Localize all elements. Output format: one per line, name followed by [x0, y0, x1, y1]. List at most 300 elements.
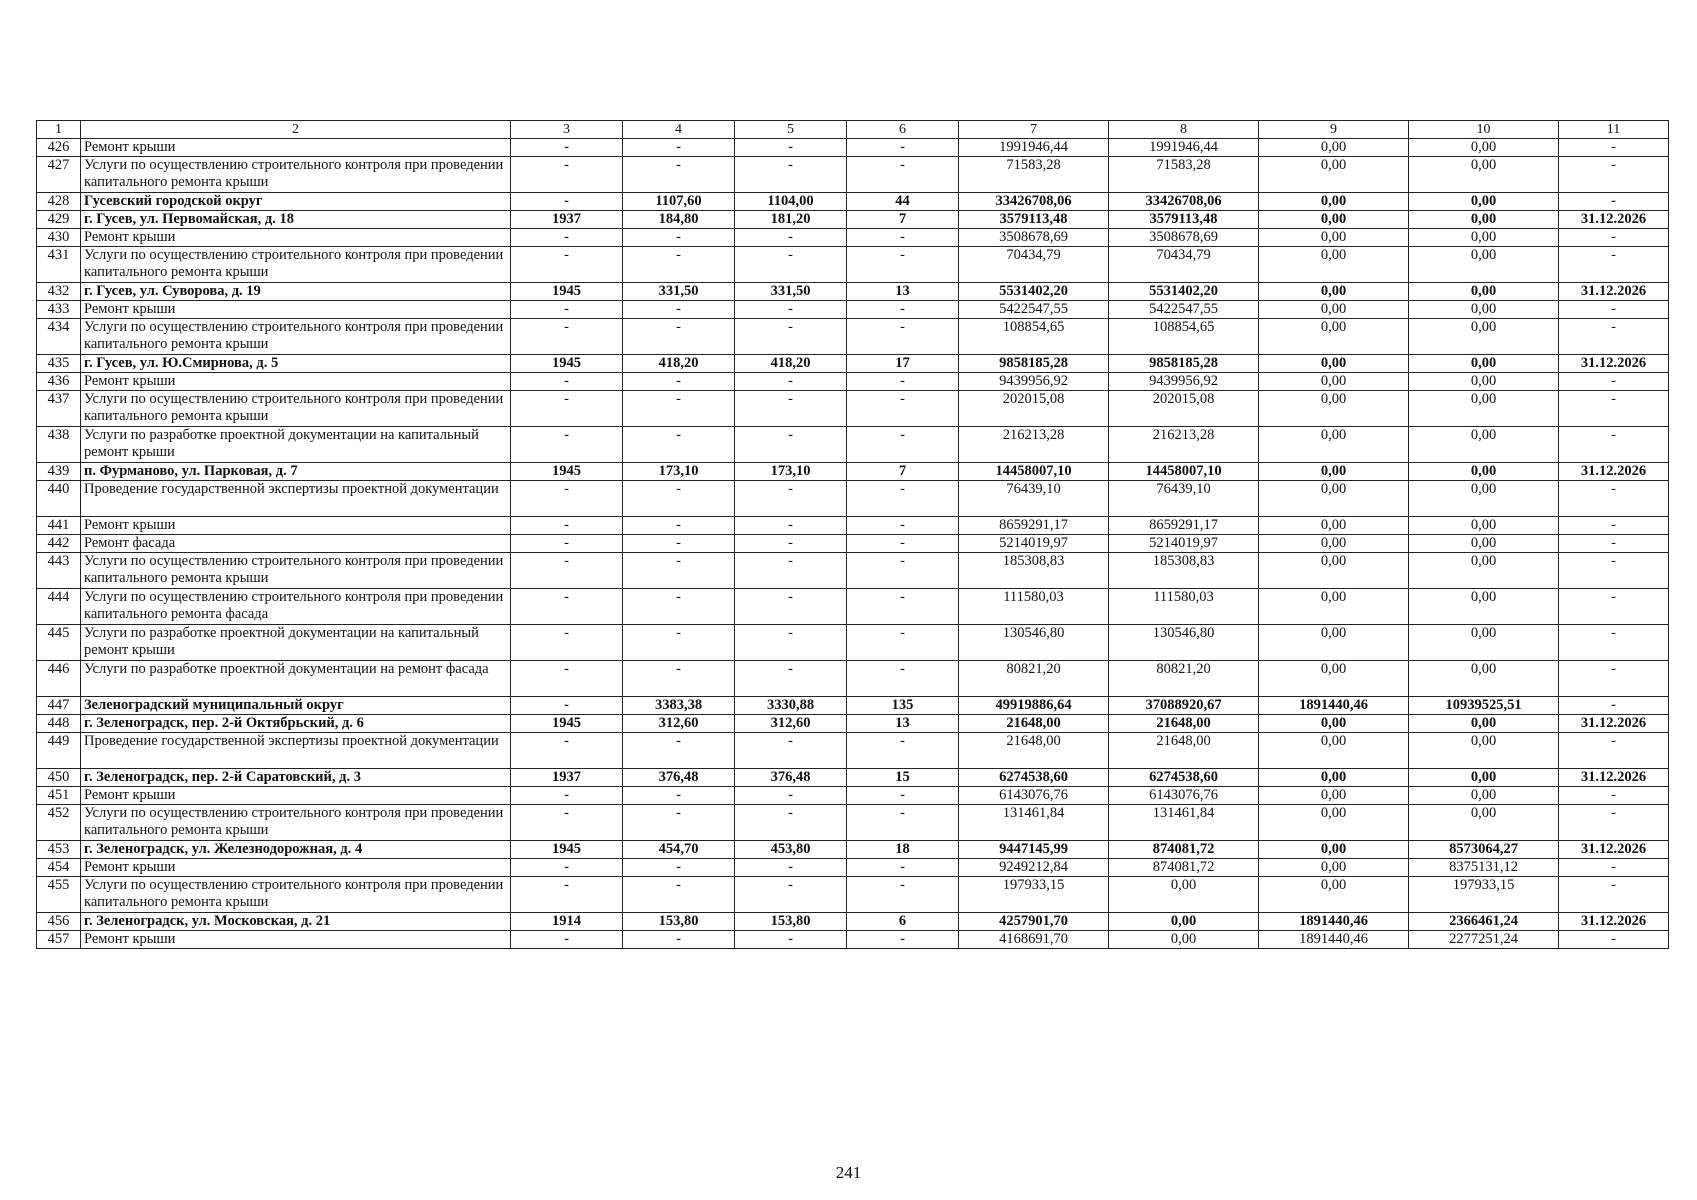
row-number: 427 [37, 157, 81, 193]
item-name: г. Зеленоградск, ул. Железнодорожная, д. 4 [81, 841, 511, 859]
row-number: 435 [37, 355, 81, 373]
table-row [37, 589, 1669, 625]
residents-cell: - [847, 589, 959, 625]
table-row [37, 229, 1669, 247]
fund-cell: 185308,83 [1109, 553, 1259, 589]
cost-total-cell: 4168691,70 [959, 931, 1109, 949]
year-cell: - [511, 193, 623, 211]
item-name: Услуги по разработке проектной документации на ремонт фасада [81, 661, 511, 697]
residents-cell: - [847, 859, 959, 877]
fund-cell: 14458007,10 [1109, 463, 1259, 481]
row-number: 455 [37, 877, 81, 913]
page-number: 241 [835, 1163, 862, 1182]
residents-cell: - [847, 553, 959, 589]
year-cell: - [511, 301, 623, 319]
owners-funds-cell: 0,00 [1409, 733, 1559, 769]
cost-total-cell: 197933,15 [959, 877, 1109, 913]
cost-total-cell: 108854,65 [959, 319, 1109, 355]
deadline-cell: - [1559, 517, 1669, 535]
budget-cell: 0,00 [1259, 517, 1409, 535]
area-living-cell: 1104,00 [735, 193, 847, 211]
area-living-cell: - [735, 319, 847, 355]
year-cell: 1945 [511, 355, 623, 373]
table-body [37, 121, 1669, 949]
cost-total-cell: 76439,10 [959, 481, 1109, 517]
cost-total-cell: 49919886,64 [959, 697, 1109, 715]
budget-cell: 0,00 [1259, 211, 1409, 229]
table-row [37, 211, 1669, 229]
owners-funds-cell: 8375131,12 [1409, 859, 1559, 877]
owners-funds-cell: 0,00 [1409, 589, 1559, 625]
fund-cell: 874081,72 [1109, 859, 1259, 877]
cost-total-cell: 130546,80 [959, 625, 1109, 661]
budget-cell: 0,00 [1259, 301, 1409, 319]
owners-funds-cell: 0,00 [1409, 715, 1559, 733]
residents-cell: - [847, 481, 959, 517]
owners-funds-cell: 0,00 [1409, 193, 1559, 211]
column-header-5: 5 [735, 121, 847, 139]
item-name: Услуги по осуществлению строительного контроля при проведении капитального ремонта крыши [81, 391, 511, 427]
fund-cell: 70434,79 [1109, 247, 1259, 283]
item-name: Зеленоградский муниципальный округ [81, 697, 511, 715]
table-row [37, 373, 1669, 391]
residents-cell: 18 [847, 841, 959, 859]
cost-total-cell: 21648,00 [959, 733, 1109, 769]
fund-cell: 0,00 [1109, 877, 1259, 913]
cost-total-cell: 70434,79 [959, 247, 1109, 283]
area-total-cell: - [623, 859, 735, 877]
row-number: 444 [37, 589, 81, 625]
row-number: 434 [37, 319, 81, 355]
fund-cell: 80821,20 [1109, 661, 1259, 697]
table-row [37, 733, 1669, 769]
deadline-cell: - [1559, 733, 1669, 769]
area-total-cell: - [623, 931, 735, 949]
deadline-cell: - [1559, 229, 1669, 247]
row-number: 443 [37, 553, 81, 589]
area-living-cell: - [735, 157, 847, 193]
table-row [37, 697, 1669, 715]
cost-total-cell: 6274538,60 [959, 769, 1109, 787]
table-row [37, 247, 1669, 283]
area-living-cell: 153,80 [735, 913, 847, 931]
cost-total-cell: 9447145,99 [959, 841, 1109, 859]
cost-total-cell: 216213,28 [959, 427, 1109, 463]
residents-cell: - [847, 247, 959, 283]
budget-cell: 0,00 [1259, 787, 1409, 805]
budget-cell: 0,00 [1259, 481, 1409, 517]
owners-funds-cell: 0,00 [1409, 427, 1559, 463]
column-header-6: 6 [847, 121, 959, 139]
row-number: 448 [37, 715, 81, 733]
area-living-cell: - [735, 877, 847, 913]
area-living-cell: - [735, 787, 847, 805]
residents-cell: - [847, 805, 959, 841]
cost-total-cell: 3508678,69 [959, 229, 1109, 247]
area-living-cell: - [735, 481, 847, 517]
column-header-8: 8 [1109, 121, 1259, 139]
owners-funds-cell: 0,00 [1409, 283, 1559, 301]
cost-total-cell: 131461,84 [959, 805, 1109, 841]
fund-cell: 131461,84 [1109, 805, 1259, 841]
fund-cell: 33426708,06 [1109, 193, 1259, 211]
residents-cell: - [847, 733, 959, 769]
fund-cell: 111580,03 [1109, 589, 1259, 625]
column-header-3: 3 [511, 121, 623, 139]
item-name: Услуги по осуществлению строительного контроля при проведении капитального ремонта фасада [81, 589, 511, 625]
owners-funds-cell: 0,00 [1409, 787, 1559, 805]
owners-funds-cell: 0,00 [1409, 355, 1559, 373]
year-cell: 1937 [511, 769, 623, 787]
cost-total-cell: 5214019,97 [959, 535, 1109, 553]
residents-cell: - [847, 229, 959, 247]
row-number: 441 [37, 517, 81, 535]
item-name: г. Гусев, ул. Первомайская, д. 18 [81, 211, 511, 229]
area-total-cell: - [623, 157, 735, 193]
item-name: п. Фурманово, ул. Парковая, д. 7 [81, 463, 511, 481]
residents-cell: - [847, 535, 959, 553]
table-row [37, 355, 1669, 373]
deadline-cell: 31.12.2026 [1559, 913, 1669, 931]
item-name: Услуги по осуществлению строительного контроля при проведении капитального ремонта крыши [81, 319, 511, 355]
year-cell: - [511, 481, 623, 517]
item-name: Ремонт крыши [81, 931, 511, 949]
budget-cell: 0,00 [1259, 859, 1409, 877]
area-total-cell: - [623, 319, 735, 355]
fund-cell: 0,00 [1109, 913, 1259, 931]
area-living-cell: - [735, 625, 847, 661]
deadline-cell: - [1559, 697, 1669, 715]
year-cell: 1945 [511, 463, 623, 481]
area-living-cell: 376,48 [735, 769, 847, 787]
row-number: 437 [37, 391, 81, 427]
residents-cell: - [847, 517, 959, 535]
area-total-cell: - [623, 553, 735, 589]
column-header-4: 4 [623, 121, 735, 139]
year-cell: 1945 [511, 283, 623, 301]
cost-total-cell: 71583,28 [959, 157, 1109, 193]
area-living-cell: - [735, 139, 847, 157]
area-living-cell: 331,50 [735, 283, 847, 301]
table-row [37, 517, 1669, 535]
area-living-cell: 173,10 [735, 463, 847, 481]
cost-total-cell: 8659291,17 [959, 517, 1109, 535]
item-name: Ремонт фасада [81, 535, 511, 553]
cost-total-cell: 9439956,92 [959, 373, 1109, 391]
item-name: Ремонт крыши [81, 373, 511, 391]
year-cell: - [511, 373, 623, 391]
deadline-cell: - [1559, 157, 1669, 193]
residents-cell: 13 [847, 283, 959, 301]
area-living-cell: - [735, 553, 847, 589]
table-row [37, 625, 1669, 661]
owners-funds-cell: 0,00 [1409, 661, 1559, 697]
budget-cell: 0,00 [1259, 805, 1409, 841]
year-cell: - [511, 931, 623, 949]
item-name: Проведение государственной экспертизы проектной документации [81, 733, 511, 769]
column-header-9: 9 [1259, 121, 1409, 139]
residents-cell: - [847, 301, 959, 319]
row-number: 450 [37, 769, 81, 787]
table-row [37, 877, 1669, 913]
residents-cell: 15 [847, 769, 959, 787]
table-row [37, 139, 1669, 157]
fund-cell: 5422547,55 [1109, 301, 1259, 319]
deadline-cell: 31.12.2026 [1559, 769, 1669, 787]
budget-cell: 0,00 [1259, 247, 1409, 283]
residents-cell: - [847, 427, 959, 463]
item-name: Ремонт крыши [81, 787, 511, 805]
table-row [37, 157, 1669, 193]
cost-total-cell: 4257901,70 [959, 913, 1109, 931]
column-header-10: 10 [1409, 121, 1559, 139]
fund-cell: 202015,08 [1109, 391, 1259, 427]
area-living-cell: - [735, 373, 847, 391]
item-name: г. Зеленоградск, ул. Московская, д. 21 [81, 913, 511, 931]
owners-funds-cell: 0,00 [1409, 373, 1559, 391]
area-total-cell: 173,10 [623, 463, 735, 481]
year-cell: - [511, 535, 623, 553]
area-total-cell: - [623, 733, 735, 769]
area-total-cell: - [623, 301, 735, 319]
residents-cell: - [847, 373, 959, 391]
item-name: г. Гусев, ул. Ю.Смирнова, д. 5 [81, 355, 511, 373]
table-row [37, 715, 1669, 733]
year-cell: - [511, 733, 623, 769]
deadline-cell: - [1559, 931, 1669, 949]
year-cell: - [511, 157, 623, 193]
cost-total-cell: 111580,03 [959, 589, 1109, 625]
deadline-cell: - [1559, 301, 1669, 319]
budget-cell: 0,00 [1259, 391, 1409, 427]
area-living-cell: - [735, 247, 847, 283]
row-number: 438 [37, 427, 81, 463]
area-living-cell: - [735, 733, 847, 769]
row-number: 431 [37, 247, 81, 283]
row-number: 457 [37, 931, 81, 949]
row-number: 445 [37, 625, 81, 661]
row-number: 451 [37, 787, 81, 805]
table-header-row [37, 121, 1669, 139]
item-name: Услуги по осуществлению строительного контроля при проведении капитального ремонта крыши [81, 877, 511, 913]
cost-total-cell: 1991946,44 [959, 139, 1109, 157]
deadline-cell: - [1559, 859, 1669, 877]
year-cell: - [511, 139, 623, 157]
deadline-cell: - [1559, 589, 1669, 625]
fund-cell: 71583,28 [1109, 157, 1259, 193]
deadline-cell: 31.12.2026 [1559, 841, 1669, 859]
area-living-cell: - [735, 301, 847, 319]
budget-cell: 0,00 [1259, 283, 1409, 301]
year-cell: - [511, 787, 623, 805]
area-total-cell: - [623, 805, 735, 841]
item-name: Ремонт крыши [81, 517, 511, 535]
owners-funds-cell: 0,00 [1409, 247, 1559, 283]
row-number: 449 [37, 733, 81, 769]
item-name: Гусевский городской округ [81, 193, 511, 211]
year-cell: 1945 [511, 841, 623, 859]
area-total-cell: - [623, 481, 735, 517]
table-row [37, 301, 1669, 319]
area-total-cell: 454,70 [623, 841, 735, 859]
deadline-cell: 31.12.2026 [1559, 283, 1669, 301]
residents-cell: - [847, 391, 959, 427]
deadline-cell: - [1559, 625, 1669, 661]
area-total-cell: - [623, 589, 735, 625]
budget-cell: 0,00 [1259, 319, 1409, 355]
owners-funds-cell: 0,00 [1409, 139, 1559, 157]
fund-cell: 130546,80 [1109, 625, 1259, 661]
year-cell: 1914 [511, 913, 623, 931]
area-living-cell: - [735, 535, 847, 553]
table-row [37, 391, 1669, 427]
year-cell: - [511, 229, 623, 247]
budget-cell: 0,00 [1259, 373, 1409, 391]
area-total-cell: 418,20 [623, 355, 735, 373]
residents-cell: 6 [847, 913, 959, 931]
deadline-cell: 31.12.2026 [1559, 463, 1669, 481]
column-header-2: 2 [81, 121, 511, 139]
deadline-cell: - [1559, 805, 1669, 841]
area-total-cell: - [623, 535, 735, 553]
area-total-cell: - [623, 427, 735, 463]
row-number: 456 [37, 913, 81, 931]
owners-funds-cell: 0,00 [1409, 517, 1559, 535]
cost-total-cell: 9858185,28 [959, 355, 1109, 373]
item-name: Услуги по осуществлению строительного контроля при проведении капитального ремонта крыши [81, 247, 511, 283]
fund-cell: 5214019,97 [1109, 535, 1259, 553]
deadline-cell: - [1559, 877, 1669, 913]
fund-cell: 874081,72 [1109, 841, 1259, 859]
budget-cell: 0,00 [1259, 463, 1409, 481]
year-cell: - [511, 553, 623, 589]
residents-cell: - [847, 157, 959, 193]
fund-cell: 9439956,92 [1109, 373, 1259, 391]
row-number: 442 [37, 535, 81, 553]
owners-funds-cell: 0,00 [1409, 535, 1559, 553]
owners-funds-cell: 10939525,51 [1409, 697, 1559, 715]
cost-total-cell: 21648,00 [959, 715, 1109, 733]
fund-cell: 37088920,67 [1109, 697, 1259, 715]
item-name: Услуги по осуществлению строительного контроля при проведении капитального ремонта крыши [81, 553, 511, 589]
area-total-cell: - [623, 877, 735, 913]
table-row [37, 319, 1669, 355]
item-name: Услуги по разработке проектной документации на капитальный ремонт крыши [81, 625, 511, 661]
owners-funds-cell: 2366461,24 [1409, 913, 1559, 931]
table-row [37, 913, 1669, 931]
fund-cell: 76439,10 [1109, 481, 1259, 517]
row-number: 430 [37, 229, 81, 247]
column-header-1: 1 [37, 121, 81, 139]
area-total-cell: 3383,38 [623, 697, 735, 715]
area-total-cell: - [623, 373, 735, 391]
cost-total-cell: 9249212,84 [959, 859, 1109, 877]
owners-funds-cell: 0,00 [1409, 805, 1559, 841]
deadline-cell: 31.12.2026 [1559, 715, 1669, 733]
table-row [37, 841, 1669, 859]
year-cell: - [511, 805, 623, 841]
area-total-cell: - [623, 247, 735, 283]
fund-cell: 8659291,17 [1109, 517, 1259, 535]
area-living-cell: - [735, 229, 847, 247]
year-cell: - [511, 661, 623, 697]
table-row [37, 553, 1669, 589]
deadline-cell: 31.12.2026 [1559, 355, 1669, 373]
table-row [37, 769, 1669, 787]
deadline-cell: - [1559, 553, 1669, 589]
row-number: 433 [37, 301, 81, 319]
owners-funds-cell: 8573064,27 [1409, 841, 1559, 859]
row-number: 429 [37, 211, 81, 229]
fund-cell: 21648,00 [1109, 715, 1259, 733]
deadline-cell: - [1559, 427, 1669, 463]
residents-cell: - [847, 319, 959, 355]
budget-cell: 0,00 [1259, 229, 1409, 247]
owners-funds-cell: 0,00 [1409, 769, 1559, 787]
table-row [37, 283, 1669, 301]
owners-funds-cell: 0,00 [1409, 481, 1559, 517]
residents-cell: 44 [847, 193, 959, 211]
deadline-cell: - [1559, 373, 1669, 391]
budget-cell: 0,00 [1259, 715, 1409, 733]
budget-cell: 0,00 [1259, 193, 1409, 211]
budget-cell: 0,00 [1259, 553, 1409, 589]
fund-cell: 6274538,60 [1109, 769, 1259, 787]
area-living-cell: 312,60 [735, 715, 847, 733]
area-living-cell: - [735, 661, 847, 697]
year-cell: - [511, 391, 623, 427]
year-cell: - [511, 625, 623, 661]
budget-cell: 0,00 [1259, 877, 1409, 913]
area-living-cell: - [735, 517, 847, 535]
area-total-cell: 312,60 [623, 715, 735, 733]
table-row [37, 535, 1669, 553]
deadline-cell: 31.12.2026 [1559, 211, 1669, 229]
area-living-cell: 453,80 [735, 841, 847, 859]
area-total-cell: - [623, 139, 735, 157]
residents-cell: - [847, 661, 959, 697]
area-total-cell: - [623, 229, 735, 247]
row-number: 436 [37, 373, 81, 391]
deadline-cell: - [1559, 319, 1669, 355]
item-name: Ремонт крыши [81, 229, 511, 247]
item-name: Ремонт крыши [81, 139, 511, 157]
year-cell: - [511, 697, 623, 715]
area-total-cell: - [623, 517, 735, 535]
year-cell: - [511, 319, 623, 355]
owners-funds-cell: 0,00 [1409, 229, 1559, 247]
cost-total-cell: 202015,08 [959, 391, 1109, 427]
table-row [37, 805, 1669, 841]
cost-total-cell: 33426708,06 [959, 193, 1109, 211]
year-cell: 1937 [511, 211, 623, 229]
area-living-cell: - [735, 931, 847, 949]
budget-cell: 0,00 [1259, 157, 1409, 193]
item-name: Услуги по разработке проектной документации на капитальный ремонт крыши [81, 427, 511, 463]
cost-total-cell: 80821,20 [959, 661, 1109, 697]
residents-cell: - [847, 139, 959, 157]
works-table [36, 120, 1669, 949]
residents-cell: 135 [847, 697, 959, 715]
fund-cell: 108854,65 [1109, 319, 1259, 355]
row-number: 453 [37, 841, 81, 859]
fund-cell: 216213,28 [1109, 427, 1259, 463]
area-living-cell: 3330,88 [735, 697, 847, 715]
area-living-cell: - [735, 859, 847, 877]
item-name: г. Зеленоградск, пер. 2-й Октябрьский, д. 6 [81, 715, 511, 733]
item-name: Ремонт крыши [81, 859, 511, 877]
row-number: 426 [37, 139, 81, 157]
